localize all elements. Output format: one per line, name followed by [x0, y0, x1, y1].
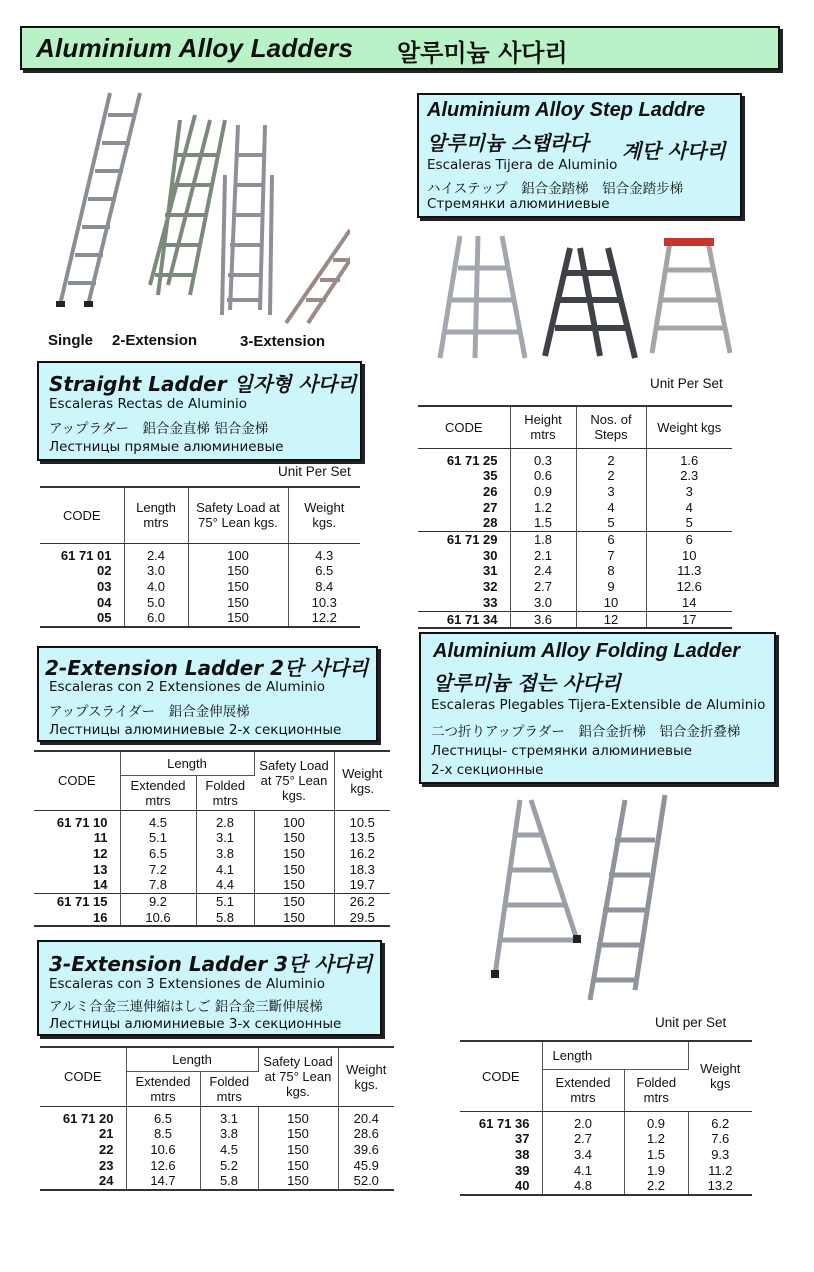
- cell-steps: 4: [576, 500, 646, 516]
- cell-height: 3.0: [510, 595, 576, 611]
- ext2-ladder-spanish: Escaleras con 2 Extensiones de Aluminio: [49, 679, 325, 695]
- col-length: Length mtrs: [124, 487, 188, 543]
- straight-ladder-title-en: Straight Ladder: [49, 372, 227, 396]
- cell-weight: 52.0: [338, 1173, 394, 1190]
- table-row: [34, 910, 390, 927]
- ext2-ladder-table: [34, 750, 390, 927]
- cell-weight: 7.6: [711, 1131, 730, 1147]
- cell-extended: 10.6: [120, 910, 196, 927]
- cell-folded: 1.2: [624, 1131, 688, 1147]
- cell-weight: 6.5: [315, 563, 334, 579]
- cell-steps: 5: [576, 515, 646, 531]
- col-weight: Weight kgs.: [288, 487, 360, 543]
- cell-height: 2.1: [510, 548, 576, 564]
- cell-load: 150: [254, 846, 334, 862]
- cell-folded: 5.1: [196, 894, 254, 910]
- table-row: [34, 862, 390, 878]
- cell-folded: 3.8: [196, 846, 254, 862]
- table-row: [418, 500, 732, 516]
- cell-extended: 3.4: [542, 1147, 624, 1163]
- cell-steps: 6: [576, 532, 646, 548]
- cell-extended: 2.7: [542, 1131, 624, 1147]
- col-folded: Folded mtrs: [196, 775, 254, 810]
- col-folded: Folded mtrs: [624, 1069, 688, 1111]
- cell-length: 5.0: [124, 595, 188, 611]
- ext2-ladder-russian: Лестницы алюминиевые 2-х секционные: [49, 722, 342, 738]
- table-row: [40, 610, 360, 627]
- table-row: [418, 548, 732, 564]
- table-row: [40, 1106, 394, 1126]
- cell-folded: 5.8: [196, 910, 254, 927]
- col-code: CODE: [460, 1041, 542, 1111]
- cell-height: 1.2: [510, 500, 576, 516]
- cell-folded: 5.2: [200, 1158, 258, 1174]
- step-ladders-illustration: [430, 228, 750, 368]
- cell-steps: 8: [576, 563, 646, 579]
- cell-code: 32: [418, 579, 510, 595]
- col-load: Safety Load at 75° Lean kgs.: [188, 487, 288, 543]
- cell-weight: 1.6: [680, 452, 699, 468]
- step-ladder-title-korean: 알루미늄 스탭라다: [427, 131, 589, 155]
- cell-height: 1.5: [510, 515, 576, 531]
- col-weight: Weight kgs: [646, 406, 732, 448]
- cell-code: 30: [418, 548, 510, 564]
- cell-code: 27: [418, 500, 510, 516]
- cell-load: 150: [254, 877, 334, 893]
- cell-load: 150: [188, 563, 288, 579]
- straight-ladder-table: [40, 486, 360, 628]
- cell-code: 21: [40, 1126, 126, 1142]
- cell-code: 24: [40, 1173, 126, 1190]
- step-unit-label: Unit Per Set: [650, 376, 723, 391]
- table-row: [40, 579, 360, 595]
- cell-folded: 3.1: [200, 1106, 258, 1126]
- col-weight: Weight kgs: [688, 1041, 752, 1111]
- cell-height: 1.8: [510, 532, 576, 548]
- cell-weight: 14: [682, 594, 697, 610]
- cell-weight: 11.2: [708, 1162, 733, 1178]
- folding-ladder-header: [419, 632, 776, 784]
- table-row: [34, 894, 390, 910]
- cell-folded: 0.9: [624, 1111, 688, 1131]
- cell-code: 61 71 15: [34, 894, 120, 910]
- cell-steps: 3: [576, 484, 646, 500]
- cell-weight: 19.7: [349, 877, 375, 893]
- cell-extended: 12.6: [126, 1158, 200, 1174]
- col-folded: Folded mtrs: [200, 1071, 258, 1106]
- cell-weight: 12.6: [676, 579, 702, 595]
- three-extension-label: 3-Extension: [240, 333, 326, 350]
- cell-load: 150: [254, 830, 334, 846]
- table-row: [418, 448, 732, 468]
- table-row: [418, 595, 732, 611]
- table-row: [460, 1147, 752, 1163]
- folding-ladder-table: [460, 1040, 752, 1196]
- ext2-ladder-japanese: アップスライダー 鋁合金伸展梯: [49, 704, 250, 720]
- cell-code: 37: [460, 1131, 542, 1147]
- cell-code: 11: [34, 830, 120, 846]
- col-load: Safety Load at 75° Lean kgs.: [254, 751, 334, 810]
- cell-extended: 9.2: [120, 894, 196, 910]
- ext2-ladder-title-en: 2-Extension Ladder: [45, 656, 264, 680]
- folding-ladders-illustration: [465, 790, 695, 1010]
- table-row: [418, 532, 732, 548]
- table-row: [40, 595, 360, 611]
- ext3-ladder-title: [49, 948, 372, 977]
- col-length: Length: [542, 1041, 688, 1069]
- cell-extended: 7.2: [120, 862, 196, 878]
- cell-weight: 4: [685, 499, 693, 515]
- col-weight: Weight kgs.: [338, 1047, 394, 1106]
- cell-folded: 5.8: [200, 1173, 258, 1190]
- cell-load: 150: [258, 1173, 338, 1190]
- col-extended: Extended mtrs: [120, 775, 196, 810]
- straight-ladder-japanese: アップラダー 鋁合金直梯 铝合金梯: [49, 421, 269, 437]
- ext3-ladder-header: [37, 940, 382, 1036]
- cell-weight: 10.5: [349, 814, 375, 830]
- cell-load: 150: [258, 1158, 338, 1174]
- ext2-ladder-title: [45, 652, 368, 681]
- cell-code: 61 71 20: [40, 1106, 126, 1126]
- cell-extended: 5.1: [120, 830, 196, 846]
- cell-height: 2.7: [510, 579, 576, 595]
- table-row: [418, 468, 732, 484]
- cell-load: 100: [254, 810, 334, 830]
- col-weight: Weight kgs.: [334, 751, 390, 810]
- cell-weight: 12.2: [288, 610, 360, 627]
- ext3-ladder-russian: Лестницы алюминиевые 3-х секционные: [49, 1016, 342, 1032]
- table-row: [460, 1111, 752, 1131]
- cell-extended: 4.8: [542, 1178, 624, 1195]
- step-ladder-rows: [418, 448, 732, 628]
- cell-code: 61 71 01: [40, 543, 124, 563]
- table-row: [460, 1178, 752, 1195]
- cell-code: 61 71 36: [460, 1111, 542, 1131]
- cell-folded: 2.8: [196, 810, 254, 830]
- cell-height: 2.4: [510, 563, 576, 579]
- cell-code: 61 71 25: [418, 448, 510, 468]
- step-ladder-spanish: Escaleras Tijera de Aluminio: [427, 157, 618, 173]
- cell-steps: 7: [576, 548, 646, 564]
- two-extension-label: 2-Extension: [112, 332, 198, 349]
- table-row: [418, 579, 732, 595]
- table-row: [40, 1173, 394, 1190]
- ext2-ladder-rows: [34, 810, 390, 926]
- cell-folded: 3.1: [196, 830, 254, 846]
- cell-folded: 4.5: [200, 1142, 258, 1158]
- ext3-ladder-rows: [40, 1106, 394, 1190]
- cell-extended: 10.6: [126, 1142, 200, 1158]
- cell-weight: 28.6: [353, 1126, 379, 1142]
- cell-code: 39: [460, 1163, 542, 1179]
- straight-unit-label: Unit Per Set: [278, 464, 351, 479]
- page-banner: [20, 26, 780, 70]
- col-code: CODE: [34, 751, 120, 810]
- cell-weight: 11.3: [677, 563, 702, 579]
- cell-load: 150: [254, 862, 334, 878]
- page-title-korean: 알루미늄 사다리: [397, 39, 568, 67]
- table-row: [34, 846, 390, 862]
- cell-steps: 10: [576, 595, 646, 611]
- cell-folded: 4.4: [196, 877, 254, 893]
- cell-weight: 4.3: [315, 547, 334, 563]
- col-code: CODE: [40, 487, 124, 543]
- folding-ladder-russian-1: Лестницы- стремянки алюминиевые: [431, 743, 692, 759]
- cell-weight: 10: [682, 547, 697, 563]
- table-row: [40, 1142, 394, 1158]
- table-row: [418, 515, 732, 531]
- folding-ladder-title: Aluminium Alloy Folding Ladder: [433, 640, 741, 662]
- cell-weight: 6: [646, 532, 732, 548]
- cell-code: 22: [40, 1142, 126, 1158]
- table-row: [34, 830, 390, 846]
- cell-code: 14: [34, 877, 120, 893]
- cell-load: 150: [254, 894, 334, 910]
- table-row: [40, 1126, 394, 1142]
- cell-steps: 2: [576, 448, 646, 468]
- table-row: [460, 1131, 752, 1147]
- single-label: Single: [48, 332, 94, 349]
- cell-code: 13: [34, 862, 120, 878]
- step-ladder-title: Aluminium Alloy Step Laddre: [427, 99, 706, 121]
- step-ladder-title-korean-2: 계단 사다리: [622, 139, 726, 163]
- cell-weight: 13.2: [688, 1178, 752, 1195]
- ext3-ladder-japanese: アルミ合金三連伸縮はしご 鋁合金三斷伸展梯: [49, 999, 323, 1015]
- straight-ladder-title: [49, 368, 356, 397]
- cell-weight: 5: [685, 515, 693, 531]
- cell-weight: 13.5: [349, 830, 375, 846]
- cell-extended: 7.8: [120, 877, 196, 893]
- cell-length: 3.0: [124, 563, 188, 579]
- col-steps: Nos. of Steps: [576, 406, 646, 448]
- col-code: CODE: [418, 406, 510, 448]
- cell-extended: 6.5: [120, 846, 196, 862]
- table-row: [34, 877, 390, 893]
- cell-code: 02: [40, 563, 124, 579]
- ext3-ladder-title-ko: 3단 사다리: [274, 952, 373, 976]
- cell-code: 26: [418, 484, 510, 500]
- straight-ladder-title-ko: 일자형 사다리: [233, 372, 357, 396]
- col-load: Safety Load at 75° Lean kgs.: [258, 1047, 338, 1106]
- cell-extended: 14.7: [126, 1173, 200, 1190]
- cell-weight: 8.4: [315, 578, 334, 594]
- cell-code: 16: [34, 910, 120, 927]
- cell-steps: 2: [576, 468, 646, 484]
- cell-weight: 39.6: [353, 1141, 379, 1157]
- cell-extended: 4.1: [542, 1163, 624, 1179]
- cell-weight: 18.3: [349, 861, 375, 877]
- cell-length: 6.0: [124, 610, 188, 627]
- cell-code: 05: [40, 610, 124, 627]
- ext2-ladder-header: [37, 646, 378, 742]
- cell-load: 150: [254, 910, 334, 927]
- cell-length: 2.4: [124, 543, 188, 563]
- folding-ladder-japanese: 二つ折りアップラダー 鋁合金折梯 铝合金折叠梯: [431, 724, 741, 740]
- ext2-ladder-title-ko: 2단 사다리: [270, 656, 369, 680]
- cell-weight: 20.4: [353, 1110, 379, 1126]
- folding-ladder-rows: [460, 1111, 752, 1195]
- cell-weight: 9.3: [711, 1146, 730, 1162]
- straight-ladder-spanish: Escaleras Rectas de Aluminio: [49, 396, 248, 412]
- cell-code: 28: [418, 515, 510, 531]
- cell-code: 33: [418, 595, 510, 611]
- cell-code: 23: [40, 1158, 126, 1174]
- cell-weight: 3: [685, 483, 693, 499]
- straight-ladders-illustration: [50, 85, 350, 335]
- cell-folded: 4.1: [196, 862, 254, 878]
- straight-ladder-header: [37, 361, 362, 461]
- cell-weight: 2.3: [680, 468, 699, 484]
- step-ladder-table: [418, 405, 732, 629]
- cell-code: 12: [34, 846, 120, 862]
- step-ladder-japanese: ハイステップ 鋁合金踏梯 铝合金踏步梯: [427, 181, 684, 197]
- page-title: Aluminium Alloy Ladders: [36, 33, 354, 63]
- table-row: [40, 1158, 394, 1174]
- cell-extended: 4.5: [120, 810, 196, 830]
- cell-load: 150: [258, 1126, 338, 1142]
- table-row: [460, 1163, 752, 1179]
- cell-code: 61 71 34: [418, 611, 510, 628]
- cell-height: 3.6: [510, 611, 576, 628]
- cell-load: 150: [188, 595, 288, 611]
- table-row: [418, 611, 732, 628]
- cell-length: 4.0: [124, 579, 188, 595]
- cell-load: 150: [188, 579, 288, 595]
- table-row: [418, 563, 732, 579]
- col-extended: Extended mtrs: [126, 1071, 200, 1106]
- cell-weight: 26.2: [334, 894, 390, 910]
- straight-ladder-russian: Лестницы прямые алюминиевые: [49, 439, 284, 455]
- cell-folded: 2.2: [624, 1178, 688, 1195]
- cell-load: 150: [258, 1106, 338, 1126]
- folding-ladder-spanish: Escaleras Plegables Tijera-Extensible de Aluminio: [431, 697, 766, 713]
- cell-folded: 3.8: [200, 1126, 258, 1142]
- cell-extended: 8.5: [126, 1126, 200, 1142]
- cell-code: 61 71 29: [418, 532, 510, 548]
- cell-weight: 29.5: [334, 910, 390, 927]
- cell-code: 04: [40, 595, 124, 611]
- cell-load: 150: [188, 610, 288, 627]
- ext3-ladder-title-en: 3-Extension Ladder: [49, 952, 268, 976]
- table-row: [40, 563, 360, 579]
- step-ladder-header: [417, 93, 742, 218]
- folding-ladder-russian-2: 2-х секционные: [431, 762, 544, 778]
- cell-load: 100: [188, 543, 288, 563]
- cell-weight: 45.9: [353, 1157, 379, 1173]
- table-row: [418, 484, 732, 500]
- straight-ladder-rows: [40, 543, 360, 627]
- cell-height: 0.9: [510, 484, 576, 500]
- col-length: Length: [126, 1047, 258, 1071]
- table-row: [34, 810, 390, 830]
- ext3-ladder-table: [40, 1046, 394, 1191]
- cell-load: 150: [258, 1142, 338, 1158]
- table-row: [40, 543, 360, 563]
- col-height: Height mtrs: [510, 406, 576, 448]
- cell-code: 03: [40, 579, 124, 595]
- folding-unit-label: Unit per Set: [655, 1015, 727, 1030]
- cell-folded: 1.5: [624, 1147, 688, 1163]
- cell-code: 31: [418, 563, 510, 579]
- cell-code: 40: [460, 1178, 542, 1195]
- cell-height: 0.6: [510, 468, 576, 484]
- cell-steps: 12: [576, 611, 646, 628]
- cell-code: 38: [460, 1147, 542, 1163]
- cell-height: 0.3: [510, 448, 576, 468]
- cell-weight: 16.2: [349, 845, 375, 861]
- cell-extended: 2.0: [542, 1111, 624, 1131]
- folding-ladder-title-korean: 알루미늄 접는 사다리: [433, 671, 621, 695]
- cell-extended: 6.5: [126, 1106, 200, 1126]
- col-extended: Extended mtrs: [542, 1069, 624, 1111]
- step-ladder-russian: Стремянки алюминиевые: [427, 196, 610, 212]
- cell-weight: 10.3: [311, 594, 337, 610]
- col-length: Length: [120, 751, 254, 775]
- cell-folded: 1.9: [624, 1163, 688, 1179]
- cell-code: 61 71 10: [34, 810, 120, 830]
- ext3-ladder-spanish: Escaleras con 3 Extensiones de Aluminio: [49, 976, 325, 992]
- col-code: CODE: [40, 1047, 126, 1106]
- cell-weight: 17: [646, 611, 732, 628]
- cell-steps: 9: [576, 579, 646, 595]
- cell-weight: 6.2: [711, 1115, 730, 1131]
- cell-code: 35: [418, 468, 510, 484]
